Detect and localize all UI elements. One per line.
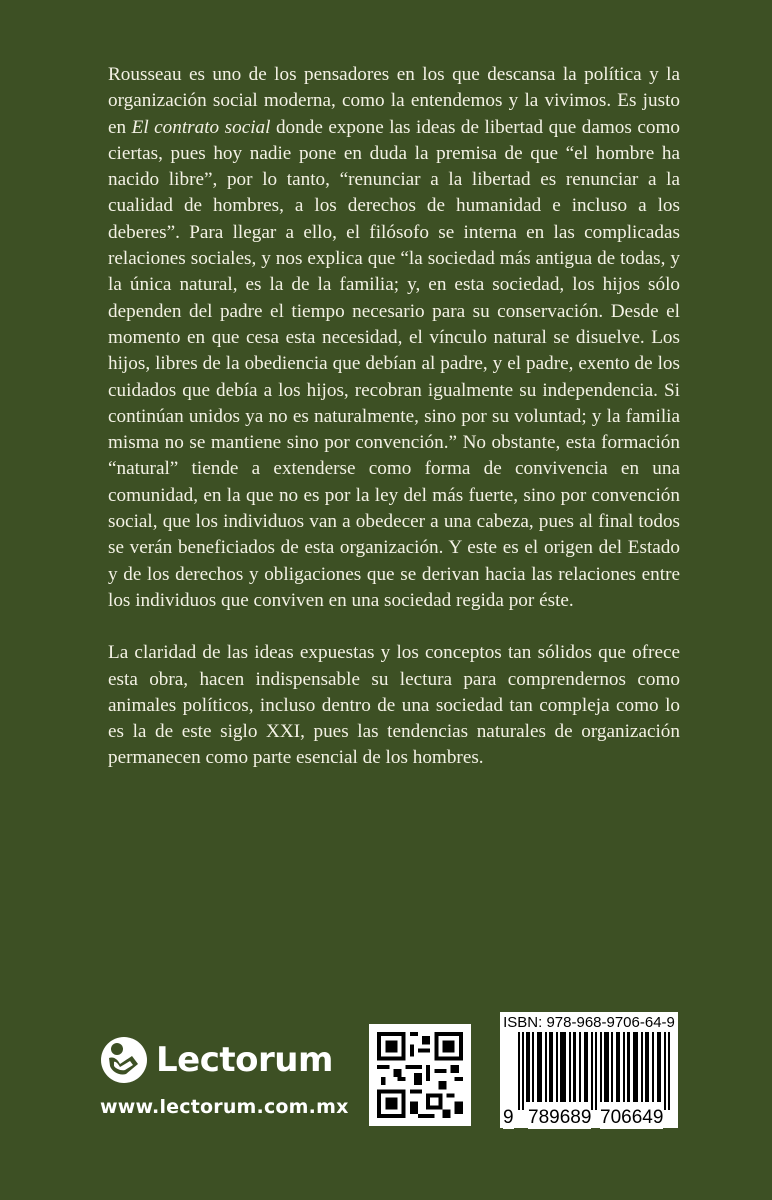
ean-right-group: 706649 (600, 1107, 664, 1128)
qr-code-icon (369, 1024, 471, 1126)
publisher-name: Lectorum (156, 1040, 333, 1080)
isbn-barcode (500, 1012, 678, 1128)
barcode-bars-icon (516, 1032, 672, 1110)
back-cover-synopsis (108, 62, 680, 772)
isbn-label: ISBN: 978-968-9706-64-9 (503, 1014, 675, 1031)
publisher-website[interactable]: www.lectorum.com.mx (100, 1096, 349, 1118)
publisher-logo (100, 1036, 333, 1084)
synopsis-paragraph-1 (108, 62, 680, 614)
ean-left-group: 789689 (528, 1107, 592, 1128)
paragraph-text: Rousseau es uno de los pensadores en los que descansa la política y la organización social moderna, como la entendemos y la vivimos. Es justo en (108, 64, 680, 138)
lectorum-reader-icon (100, 1036, 148, 1084)
synopsis-paragraph-2: La claridad de las ideas expuestas y los conceptos tan sólidos que ofrece esta obra, hacen indispensable su lectura para comprendernos como animales políticos, incluso dentro de una sociedad tan compleja como lo es la de este siglo XXI, pues las tendencias naturales de organización permanecen como parte esencial de los hombres. (108, 642, 680, 769)
ean-first-digit: 9 (503, 1107, 514, 1128)
book-title-italic: El contrato social (131, 116, 271, 138)
paragraph-text: donde expone las ideas de libertad que damos como ciertas, pues hoy nadie pone en duda la premisa de que “el hombre ha nacido libre”, por lo tanto, “renunciar a la libertad es renunciar a la cualidad de hombres, a los derechos de humanidad e incluso a los deberes”. Para llegar a ello, el filósofo se interna en las complicadas relaciones sociales, y nos explica que “la sociedad más antigua de todas, y la única natural, es la de la familia; y, en esta sociedad, los hijos sólo dependen del padre el tiempo necesario para su conservación. Desde el momento en que cesa esta necesidad, el vínculo natural se disuelve. Los hijos, libres de la obediencia que debían al padre, y el padre, exento de los cuidados que debía a los hijos, recobran igualmente su independencia. Si continúan unidos ya no es naturalmente, sino por su voluntad; y la familia misma no se mantiene sino por convención.” No obstante, esta formación “natural” tiende a extenderse como forma de convivencia en una comunidad, en la que no es por la ley del más fuerte, sino por convención social, que los individuos van a obedecer a una cabeza, pues al final todos se verán beneficiados de esta organización. Y este es el origen del Estado y de los derechos y obligaciones que se derivan hacia las relaciones entre los individuos que conviven en una sociedad regida por éste. (108, 116, 680, 611)
